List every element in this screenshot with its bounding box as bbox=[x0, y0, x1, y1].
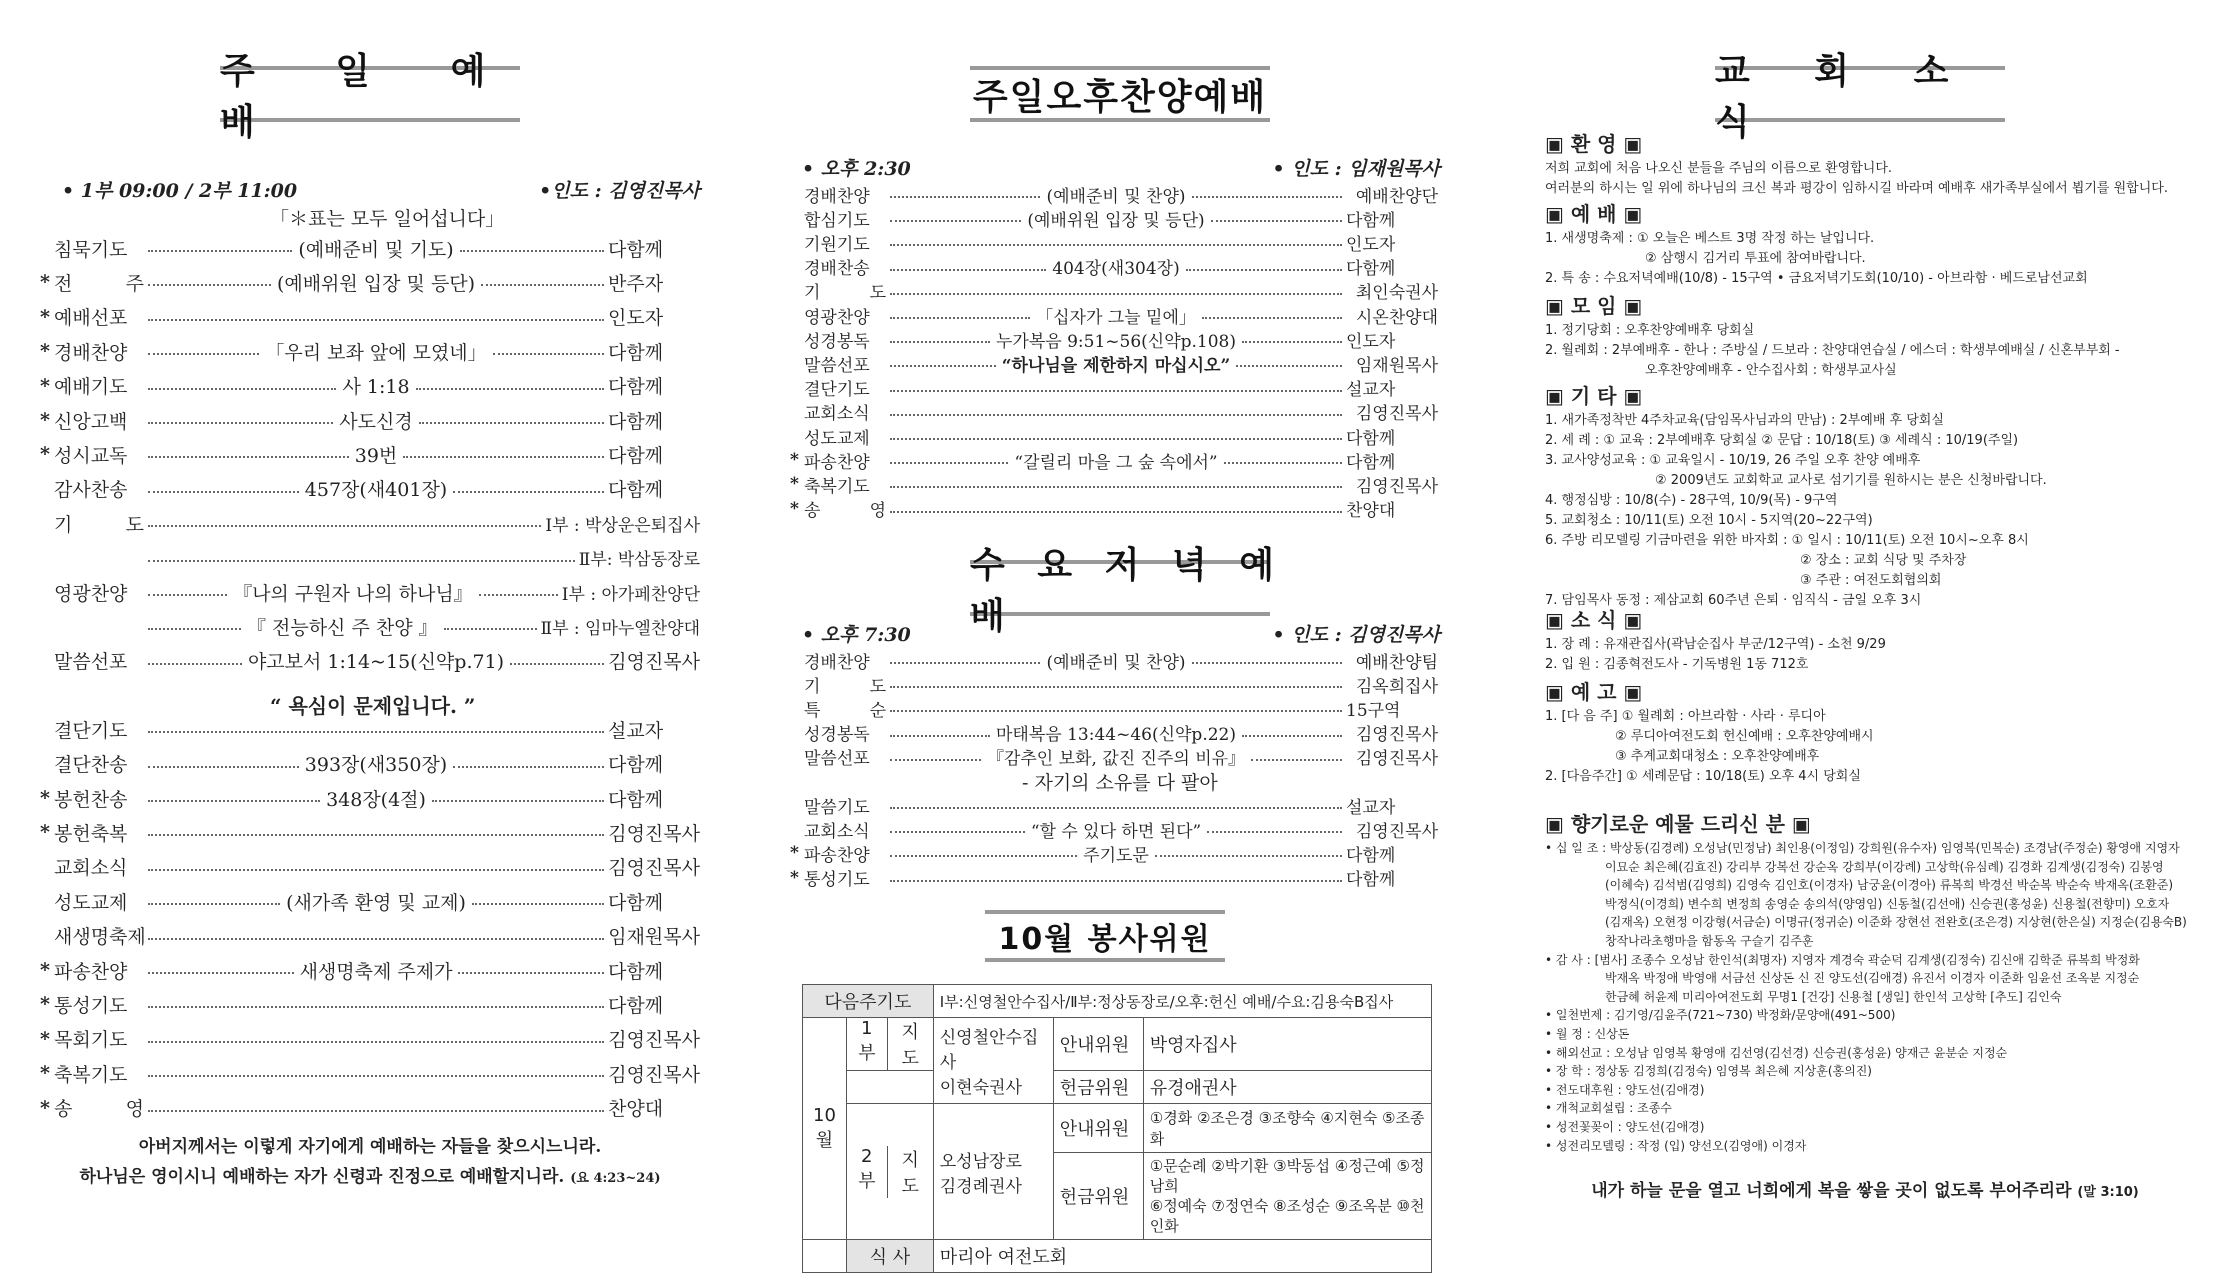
order-label: 성도교제 bbox=[54, 891, 128, 914]
etc-line: 3. 교사양성교육 : ① 교육일시 - 10/19, 26 주일 오후 찬양 예배후 bbox=[1545, 453, 1921, 468]
order-label: 말씀기도 bbox=[804, 797, 870, 818]
volunteers-title: 10월 봉사위원 bbox=[985, 910, 1225, 962]
offering-line: (김재옥) 오현정 이강형(서금순) 이명규(정귀순) 이준화 장현선 전완호(조은경) 지상현(한은실) 지정순(김용숙B) bbox=[1605, 915, 2187, 930]
order-label: 성시교독 bbox=[54, 444, 128, 467]
order-detail: 새생명축제 주제가 bbox=[299, 960, 453, 983]
stand-mark: * bbox=[40, 821, 50, 844]
order-person: 김영진목사 bbox=[608, 1029, 700, 1052]
order-person: Ⅰ부 : 박상운은퇴집사 bbox=[545, 515, 700, 536]
order-label: 말씀선포 bbox=[54, 651, 128, 674]
table-row bbox=[803, 985, 1432, 1018]
order-row bbox=[40, 715, 700, 743]
stand-mark: * bbox=[40, 1027, 50, 1050]
order-label: 기 도 bbox=[54, 513, 144, 536]
order-label: 합심기도 bbox=[804, 210, 870, 231]
worship-line: 1. 새생명축제 : ① 오늘은 베스트 3명 작정 하는 날입니다. bbox=[1545, 231, 1875, 246]
part2-offering-label: 헌금위원 bbox=[1053, 1153, 1143, 1240]
order-label: 축복기도 bbox=[804, 476, 870, 497]
order-row bbox=[40, 647, 700, 675]
order-person: 예배찬양팀 bbox=[1355, 652, 1438, 673]
offering-line: (이혜숙) 김석범(김영희) 김영숙 김인호(이경자) 남궁윤(이경아) 류복희 박경선 박순복 박순숙 박재옥(조환준) bbox=[1605, 878, 2174, 893]
order-person: 반주자 bbox=[608, 272, 664, 295]
order-label: 영광찬양 bbox=[804, 307, 870, 328]
order-person: 설교자 bbox=[608, 719, 664, 742]
order-row bbox=[40, 475, 700, 503]
final-verse: 내가 하늘 문을 열고 너희에게 복을 쌓을 곳이 없도록 부어주리라 (말 3:10) bbox=[1591, 1181, 2139, 1201]
order-detail: 야고보서 1:14~15(신약p.71) bbox=[247, 651, 505, 674]
sunday-sermon-title: “ 욕심이 문제입니다. ” bbox=[270, 694, 476, 718]
order-person: 김영진목사 bbox=[1355, 404, 1438, 425]
order-label: 말씀선포 bbox=[804, 749, 870, 770]
order-row bbox=[40, 853, 700, 881]
notice-line: 1. [다 음 주] ① 월례회 : 아브라함 · 사라 · 루디아 bbox=[1545, 709, 1826, 724]
afternoon-wednesday-column bbox=[790, 0, 1440, 1268]
etc-line: 4. 행정심방 : 10/8(수) - 28구역, 10/9(목) - 9구역 bbox=[1545, 493, 1838, 508]
order-label: 침묵기도 bbox=[54, 238, 128, 261]
order-person: 다함께 bbox=[1346, 452, 1396, 473]
order-person: 김영진목사 bbox=[608, 857, 700, 880]
stand-mark: * bbox=[790, 474, 799, 495]
stand-mark: * bbox=[40, 787, 50, 809]
order-detail: 39번 bbox=[354, 444, 398, 467]
etc-line: 2. 세 례 : ① 교육 : 2부예배후 당회실 ② 문답 : 10/18(토) ③ 세례식 : 10/19(주일) bbox=[1545, 433, 2019, 448]
order-person: 김영진목사 bbox=[608, 651, 701, 674]
stand-mark: * bbox=[40, 1062, 50, 1085]
sunday-verse bbox=[40, 1132, 700, 1194]
order-person: 다함께 bbox=[608, 960, 664, 983]
stand-mark: * bbox=[40, 409, 50, 431]
wednesday-service-time: • 오후 7:30 bbox=[802, 624, 911, 646]
order-row bbox=[40, 1025, 700, 1053]
order-row bbox=[40, 303, 700, 331]
order-label: 목회기도 bbox=[54, 1029, 128, 1052]
order-detail: 404장(새304장) bbox=[1052, 259, 1180, 280]
verse-line-1: 아버지께서는 이렇게 자기에게 예배하는 자들을 찾으시느니라. bbox=[138, 1137, 602, 1157]
order-person: 시온찬양대 bbox=[1355, 307, 1439, 328]
offering-line: 박정식(이경희) 변수희 변정희 송영순 송의석(양영임) 신동철(김선애) 신승권(홍성윤) 신용철(전향미) 오호자 bbox=[1605, 896, 2170, 911]
table-row bbox=[803, 1104, 1432, 1153]
order-person: 인도자 bbox=[608, 307, 664, 330]
order-detail: “갈릴리 마을 그 숲 속에서” bbox=[1014, 452, 1218, 473]
order-label: 신앙고백 bbox=[54, 410, 128, 433]
order-detail: “하나님을 제한하지 마십시오” bbox=[1001, 355, 1231, 376]
order-detail: 348장(4절) bbox=[326, 788, 426, 811]
order-label: 봉헌축복 bbox=[54, 822, 128, 845]
order-label: 교회소식 bbox=[804, 404, 870, 425]
order-row bbox=[40, 887, 700, 915]
etc-line: 7. 담임목사 동정 : 제삼교회 60주년 은퇴 · 임직식 - 금일 오후 3시 bbox=[1545, 593, 1922, 608]
order-row bbox=[40, 578, 700, 606]
meal-label: 식 사 bbox=[847, 1240, 934, 1273]
worship-line: ② 삼행시 김거리 투표에 참여바랍니다. bbox=[1645, 251, 1866, 266]
order-detail: (예배위원 입장 및 등단) bbox=[1027, 210, 1205, 231]
order-label: 파송찬양 bbox=[804, 845, 870, 866]
stand-mark: * bbox=[40, 271, 50, 294]
order-label: 말씀선포 bbox=[804, 355, 870, 376]
order-person: 인도자 bbox=[1346, 331, 1396, 352]
offering-section bbox=[1545, 808, 2185, 1155]
meeting-line: 2. 월례회 : 2부예배후 - 한나 : 주방실 / 드보라 : 찬양대연습실 / 에스더 : 학생부예배실 / 신혼부부회 - bbox=[1545, 343, 2120, 358]
order-label: 감사찬송 bbox=[54, 479, 128, 502]
order-row bbox=[40, 922, 700, 950]
order-person: 다함께 bbox=[608, 341, 664, 364]
order-person: 김영진목사 bbox=[608, 822, 700, 845]
stand-mark: * bbox=[40, 374, 50, 397]
worship-title: ▣ 예 배 ▣ bbox=[1545, 202, 1643, 226]
meeting-line: 오후찬양예배후 - 안수집사회 : 학생부교사실 bbox=[1645, 363, 1897, 378]
order-row bbox=[40, 612, 700, 640]
news-section bbox=[1545, 604, 2185, 675]
offering-line: • 해외선교 : 오성남 임영복 황영애 김선영(김선경) 신승권(홍성윤) 양재근 윤분순 지정순 bbox=[1545, 1045, 2008, 1060]
order-row bbox=[790, 743, 1438, 771]
stand-note: 「＊표는 모두 일어섭니다」 bbox=[270, 208, 505, 230]
part2-names: 오성남장로 김경례권사 bbox=[933, 1104, 1053, 1240]
stand-mark: * bbox=[790, 450, 799, 471]
stand-mark: * bbox=[40, 443, 50, 466]
order-label: 예배기도 bbox=[54, 376, 128, 399]
stand-mark: * bbox=[40, 993, 50, 1016]
order-label: 경배찬양 bbox=[804, 652, 870, 673]
order-row bbox=[40, 406, 700, 434]
table-row bbox=[803, 1071, 1432, 1104]
order-person: 설교자 bbox=[1346, 380, 1396, 401]
offering-line: 한금혜 허윤제 미리아여전도회 무명1 [건강] 신용철 [생일] 한인석 고상학 [추도] 김인숙 bbox=[1605, 989, 2062, 1004]
offering-line: • 장 학 : 정상동 김정희(김정숙) 임영복 최은혜 지상훈(홍의진) bbox=[1545, 1064, 1872, 1079]
order-person: 최인숙권사 bbox=[1355, 283, 1438, 304]
order-detail: (예배위원 입장 및 등단) bbox=[276, 272, 476, 295]
part2-offering-value-1: ①문순례 ②박기환 ③박동섭 ④정근예 ⑤정남희 bbox=[1149, 1157, 1425, 1195]
order-person: 인도자 bbox=[1346, 234, 1396, 255]
church-news-column bbox=[1545, 0, 2185, 1240]
order-label: 송 영 bbox=[54, 1098, 144, 1121]
wednesday-subtitle: - 자기의 소유를 다 팔아 bbox=[1022, 772, 1218, 794]
etc-line: 5. 교회청소 : 10/11(토) 오전 10시 - 5지역(20~22구역) bbox=[1545, 513, 1873, 528]
order-label: 경배찬양 bbox=[54, 341, 128, 364]
offering-line: • 개척교회설립 : 조종수 bbox=[1545, 1101, 1672, 1116]
part1-offering-value: 유경애권사 bbox=[1143, 1071, 1431, 1104]
news-line: 1. 장 례 : 유재관집사(곽남순집사 부군/12구역) - 소천 9/29 bbox=[1545, 637, 1886, 652]
etc-section bbox=[1545, 380, 2185, 611]
church-news-title: 교 회 소 식 bbox=[1715, 66, 2005, 122]
worship-line: 2. 특 송 : 수요저녁예배(10/8) - 15구역 • 금요저녁기도회(10/10) - 아브라함 · 베드로남선교회 bbox=[1545, 271, 2088, 286]
part1-prayer-label: 지도 bbox=[901, 1022, 919, 1069]
order-person: 찬양대 bbox=[1346, 501, 1396, 522]
part1-guide-label: 안내위원 bbox=[1053, 1018, 1143, 1071]
order-detail: 사도신경 bbox=[339, 410, 413, 433]
order-label: 파송찬양 bbox=[804, 452, 870, 473]
notice-line: 2. [다음주간] ① 세례문답 : 10/18(토) 오후 4시 당회실 bbox=[1545, 769, 1861, 784]
etc-title: ▣ 기 타 ▣ bbox=[1545, 384, 1643, 408]
order-row bbox=[40, 440, 700, 468]
offering-line: • 십 일 조 : 박상동(김경례) 오성남(민정남) 최인용(이정임) 강희원(유수자) 임영복(민복순) 조경남(주정순) 황영애 지영자 bbox=[1545, 841, 2180, 855]
order-label: 교회소식 bbox=[804, 821, 870, 842]
news-subtitle: ▣ 소 식 ▣ bbox=[1545, 608, 1643, 632]
order-label: 기 도 bbox=[804, 676, 886, 697]
offering-title: ▣ 향기로운 예물 드리신 분 ▣ bbox=[1545, 812, 1811, 836]
order-person: 김영진목사 bbox=[1355, 476, 1438, 497]
order-label: 특 순 bbox=[804, 700, 886, 721]
etc-line: ③ 주관 : 여전도회협의회 bbox=[1800, 573, 1942, 588]
stand-mark: * bbox=[790, 867, 799, 888]
order-person: 다함께 bbox=[608, 479, 664, 502]
order-person: 김옥희집사 bbox=[1355, 676, 1438, 697]
offering-line: • 전도대후원 : 양도선(김애경) bbox=[1545, 1082, 1705, 1097]
part1-offering-label: 헌금위원 bbox=[1053, 1071, 1143, 1104]
meeting-section bbox=[1545, 290, 2185, 381]
order-row bbox=[40, 268, 700, 296]
etc-line: ② 2009년도 교회학교 교사로 섬기기를 원하시는 분은 신청바랍니다. bbox=[1655, 473, 2047, 488]
afternoon-service-time: • 오후 2:30 bbox=[802, 158, 911, 180]
stand-mark: * bbox=[40, 340, 50, 363]
notice-line: ② 루디아여전도회 헌신예배 : 오후찬양예배시 bbox=[1615, 729, 1874, 744]
welcome-line: 저희 교회에 처음 나오신 분들을 주님의 이름으로 환영합니다. bbox=[1545, 161, 1893, 176]
order-person: 다함께 bbox=[1346, 428, 1396, 449]
order-detail: 사 1:18 bbox=[342, 376, 410, 399]
order-label: 새생명축제 bbox=[54, 926, 146, 949]
meal-value: 마리아 여전도회 bbox=[933, 1240, 1431, 1273]
order-row bbox=[790, 495, 1438, 523]
notice-section bbox=[1545, 676, 2185, 787]
order-person: 다함께 bbox=[608, 788, 664, 811]
sunday-service-leader: •인도 : 김영진목사 bbox=[539, 180, 700, 202]
order-label: 통성기도 bbox=[804, 870, 870, 891]
stand-mark: * bbox=[40, 1096, 50, 1119]
stand-mark: * bbox=[790, 498, 799, 519]
welcome-section bbox=[1545, 128, 2185, 199]
order-label: 축복기도 bbox=[54, 1063, 128, 1086]
order-person: 다함께 bbox=[1346, 870, 1396, 891]
order-row bbox=[790, 864, 1438, 892]
offering-list bbox=[1545, 839, 2185, 1155]
order-row bbox=[40, 1059, 700, 1087]
meeting-line: 1. 정기당회 : 오후찬양예배후 당회실 bbox=[1545, 323, 1755, 338]
order-label: 결단찬송 bbox=[54, 754, 128, 777]
order-person: 다함께 bbox=[1346, 259, 1396, 280]
volunteers-table bbox=[802, 984, 1432, 1273]
order-detail: 457장(새401장) bbox=[304, 479, 448, 502]
order-row bbox=[40, 956, 700, 984]
order-row bbox=[40, 509, 700, 537]
order-person: Ⅱ부: 박삼동장로 bbox=[578, 550, 700, 571]
welcome-line: 여러분의 하시는 일 위에 하나님의 크신 복과 평강이 임하시길 바라며 예배후 새가족부실에서 뵙기를 원합니다. bbox=[1545, 181, 2168, 196]
order-row bbox=[40, 544, 700, 572]
order-label: 기 도 bbox=[804, 283, 886, 304]
offering-line: • 감 사 : [범사] 조종수 오성남 한인석(최명자) 지영자 계경숙 곽순덕 김계생(김정숙) 김신애 김학준 류복희 박정화 bbox=[1545, 952, 2140, 967]
part1-label: 1부 bbox=[847, 1018, 888, 1070]
month-cell: 10월 bbox=[803, 1018, 847, 1240]
table-row bbox=[803, 1018, 1432, 1071]
offering-line: • 일천번제 : 김기영/김윤주(721~730) 박정화/문양애(491~500) bbox=[1545, 1008, 1896, 1023]
order-label: 성경봉독 bbox=[804, 725, 870, 746]
order-person: 다함께 bbox=[608, 376, 664, 399]
order-label: 파송찬양 bbox=[54, 960, 128, 983]
order-row bbox=[40, 818, 700, 846]
order-label: 송 영 bbox=[804, 501, 886, 522]
offering-line: 이묘순 최은혜(김효진) 강리부 강복선 강순옥 강희부(이강례) 고상학(유심례) 김경화 김계생(김정숙) 김봉영 bbox=[1605, 859, 2164, 874]
order-person: 김영진목사 bbox=[1355, 821, 1438, 842]
order-label: 전 주 bbox=[54, 272, 144, 295]
part1-names: 신영철안수집사 이현숙권사 bbox=[933, 1018, 1053, 1104]
order-row bbox=[40, 784, 700, 812]
order-person: 다함께 bbox=[1346, 845, 1396, 866]
wednesday-service-leader: • 인도 : 김영진목사 bbox=[1272, 624, 1440, 646]
order-person: 다함께 bbox=[608, 238, 664, 261]
etc-line: 6. 주방 리모델링 기금마련을 위한 바자회 : ① 일시 : 10/11(토) 오전 10시~오후 8시 bbox=[1545, 533, 2029, 548]
order-label: 경배찬송 bbox=[804, 259, 870, 280]
order-row bbox=[40, 1094, 700, 1122]
order-person: 다함께 bbox=[608, 410, 664, 433]
order-person: 다함께 bbox=[608, 444, 664, 467]
offering-line: • 월 정 : 신상돈 bbox=[1545, 1026, 1630, 1041]
notice-title: ▣ 예 고 ▣ bbox=[1545, 680, 1643, 704]
order-person: 예배찬양단 bbox=[1355, 186, 1438, 207]
offering-line: 창작나라초행마을 함동옥 구슬기 김주훈 bbox=[1605, 933, 1814, 948]
order-person: 임재원목사 bbox=[608, 926, 700, 949]
stand-mark: * bbox=[40, 305, 50, 328]
offering-line: • 성전리모델링 : 작정 (입) 양선오(김영애) 이경자 bbox=[1545, 1138, 1807, 1153]
order-detail: “할 수 있다 하면 된다” bbox=[1030, 821, 1202, 842]
order-label: 결단기도 bbox=[804, 380, 870, 401]
stand-mark: * bbox=[790, 843, 799, 864]
order-row bbox=[40, 750, 700, 778]
order-detail: (새가족 환영 및 교제) bbox=[286, 891, 466, 914]
order-detail: 393장(새350장) bbox=[304, 754, 448, 777]
etc-line: ② 장소 : 교회 식당 및 주차장 bbox=[1800, 553, 1967, 568]
etc-line: 1. 새가족정착반 4주차교육(담임목사님과의 만남) : 2부예배 후 당회실 bbox=[1545, 413, 1944, 428]
part2-label: 2부 bbox=[847, 1146, 888, 1198]
next-prayer-label: 다음주기도 bbox=[803, 985, 934, 1018]
order-person: Ⅱ부 : 임마누엘찬양대 bbox=[540, 618, 701, 639]
news-line: 2. 입 원 : 김종혁전도사 - 기독병원 1동 712호 bbox=[1545, 657, 1809, 672]
table-row bbox=[803, 1240, 1432, 1273]
final-verse-reference: (말 3:10) bbox=[2077, 1185, 2139, 1200]
order-detail: 마태복음 13:44~46(신약p.22) bbox=[996, 725, 1236, 746]
afternoon-service-leader: • 인도 : 임재원목사 bbox=[1272, 158, 1440, 180]
order-label: 기원기도 bbox=[804, 234, 870, 255]
offering-line: • 성전꽃꽂이 : 양도선(김애경) bbox=[1545, 1119, 1705, 1134]
order-row bbox=[40, 337, 700, 365]
verse-line-2: 하나님은 영이시니 예배하는 자가 신령과 진정으로 예배할지니라. (요 4:23~24) bbox=[79, 1167, 661, 1187]
next-prayer-value: Ⅰ부:신영철안수집사/Ⅱ부:정상동장로/오후:헌신 예배/수요:김용숙B집사 bbox=[933, 985, 1431, 1018]
part2-guide-label: 안내위원 bbox=[1053, 1104, 1143, 1153]
order-detail: 『 전능하신 주 찬양 』 bbox=[246, 616, 438, 639]
welcome-title: ▣ 환 영 ▣ bbox=[1545, 132, 1643, 156]
part1-guide-value: 박영자집사 bbox=[1143, 1018, 1431, 1071]
order-row bbox=[40, 372, 700, 400]
order-person: 임재원목사 bbox=[1355, 355, 1438, 376]
order-detail: 「십자가 그늘 밑에」 bbox=[1036, 307, 1196, 328]
notice-line: ③ 추계교회대청소 : 오후찬양예배후 bbox=[1615, 749, 1820, 764]
afternoon-service-title: 주일오후찬양예배 bbox=[970, 66, 1270, 122]
worship-section bbox=[1545, 198, 2185, 289]
order-detail: 주기도문 bbox=[1083, 845, 1149, 866]
order-label: 결단기도 bbox=[54, 719, 128, 742]
part2-offering-value-2: ⑥정예숙 ⑦정연숙 ⑧조성순 ⑨조옥분 ⑩천인화 bbox=[1149, 1197, 1425, 1235]
order-label: 교회소식 bbox=[54, 857, 128, 880]
order-label: 영광찬양 bbox=[54, 582, 128, 605]
order-person: 김영진목사 bbox=[608, 1063, 700, 1086]
stand-mark: * bbox=[40, 959, 50, 981]
order-detail: 『나의 구원자 나의 하나님』 bbox=[233, 582, 473, 605]
order-detail: (예배준비 및 기도) bbox=[298, 238, 454, 261]
sunday-service-time: • 1부 09:00 / 2부 11:00 bbox=[62, 180, 298, 202]
order-label: 예배선포 bbox=[54, 307, 128, 330]
order-row bbox=[40, 990, 700, 1018]
order-label: 성경봉독 bbox=[804, 331, 870, 352]
sunday-service-title: 주 일 예 배 bbox=[220, 50, 520, 143]
order-row bbox=[40, 234, 700, 262]
sunday-service-column bbox=[40, 0, 700, 1240]
order-person: 다함께 bbox=[1346, 210, 1396, 231]
order-detail: 『감추인 보화, 값진 진주의 비유』 bbox=[986, 749, 1246, 770]
order-person: 김영진목사 bbox=[1355, 725, 1438, 746]
order-person: Ⅰ부 : 아가페찬양단 bbox=[561, 584, 701, 605]
order-detail: 누가복음 9:51~56(신약p.108) bbox=[996, 331, 1236, 352]
order-label: 성도교제 bbox=[804, 428, 870, 449]
order-person: 찬양대 bbox=[608, 1098, 664, 1121]
part2-prayer-label: 지도 bbox=[901, 1149, 919, 1197]
order-person: 15구역 bbox=[1346, 700, 1401, 721]
meeting-title: ▣ 모 임 ▣ bbox=[1545, 294, 1643, 318]
order-detail: 「우리 보좌 앞에 모였네」 bbox=[265, 341, 487, 364]
part2-guide-value: ①경화 ②조은경 ③조향숙 ④지현숙 ⑤조종화 bbox=[1143, 1104, 1431, 1153]
wednesday-service-title: 수 요 저 녁 예 배 bbox=[970, 544, 1285, 637]
order-person: 다함께 bbox=[608, 891, 664, 914]
order-detail: (예배준비 및 찬양) bbox=[1046, 652, 1186, 673]
order-person: 다함께 bbox=[608, 754, 664, 777]
order-label: 봉헌찬송 bbox=[54, 788, 128, 811]
offering-line: 박재옥 박정애 박영애 서금선 신상돈 신 진 양도선(김애경) 유진서 이경자 이준화 임윤선 조옥분 지정순 bbox=[1605, 971, 2140, 986]
order-detail: (예배준비 및 찬양) bbox=[1046, 186, 1186, 207]
order-label: 경배찬양 bbox=[804, 186, 870, 207]
order-label: 통성기도 bbox=[54, 994, 128, 1017]
order-person: 설교자 bbox=[1346, 797, 1396, 818]
verse-reference: (요 4:23~24) bbox=[570, 1171, 661, 1186]
order-person: 김영진목사 bbox=[1355, 749, 1438, 770]
order-person: 다함께 bbox=[608, 994, 664, 1017]
